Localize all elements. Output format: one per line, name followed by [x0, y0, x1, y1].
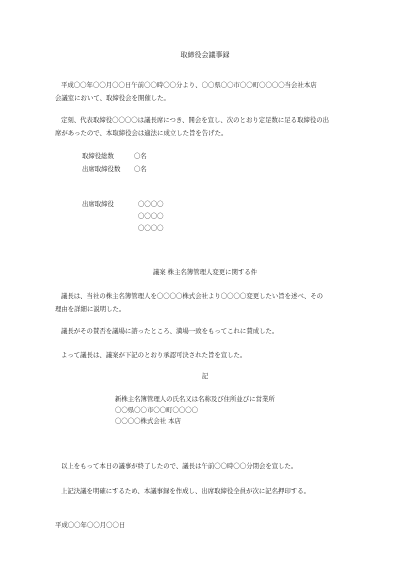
director-present-label: 出席取締役数	[82, 165, 121, 173]
agenda-line: 理由を詳細に説明した。	[55, 305, 126, 313]
director-total-label: 取締役総数	[82, 152, 114, 160]
agenda-paragraph	[55, 290, 355, 316]
attendees-label: 出席取締役	[82, 200, 114, 208]
detail-address: 〇〇県〇〇市〇〇町〇〇〇〇	[115, 406, 199, 414]
closing-text: 以上をもって本日の議事が終了したので、議長は午前〇〇時〇〇分閉会を宣した。	[61, 462, 298, 470]
detail-company: 〇〇〇〇株式会社 本店	[115, 417, 181, 425]
quorum-line: 定刻、代表取締役〇〇〇〇は議長席につき、開会を宣し、次のとおり定足数に足る取締役の出	[61, 116, 330, 124]
quorum-line: 席があったので、本取締役会は適法に成立した旨を告げた。	[55, 129, 228, 137]
document-title: 取締役会議事録	[180, 51, 230, 59]
attendee-name: 〇〇〇〇	[138, 200, 164, 208]
director-present-value: 〇名	[134, 165, 147, 173]
opening-line: 会議室において、取締役会を開催した。	[55, 94, 170, 102]
opening-line: 平成〇〇年〇〇月〇〇日午前〇〇時〇〇分より、〇〇県〇〇市〇〇町〇〇〇〇当会社本店	[61, 81, 317, 89]
certification-text: 上記決議を明確にするため、本議事録を作成し、出席取締役全員が次に記名押印する。	[61, 487, 310, 495]
director-present-row	[82, 165, 147, 174]
opening-paragraph	[55, 79, 355, 105]
deliberation-text: 議長がその賛否を議場に諮ったところ、満場一致をもってこれに賛成した。	[61, 327, 279, 335]
detail-heading: 新株主名簿管理人の氏名又は名称及び住所並びに営業所	[115, 395, 275, 403]
resolution-text: よって議長は、議案が下記のとおり承認可決された旨を宣した。	[61, 351, 247, 359]
attendee-name: 〇〇〇〇	[138, 224, 164, 232]
director-total-row	[82, 152, 147, 161]
ki-heading: 記	[201, 372, 209, 380]
document-date: 平成〇〇年〇〇月〇〇日	[55, 521, 126, 529]
quorum-paragraph	[55, 114, 355, 140]
director-total-value: 〇名	[134, 152, 147, 160]
agenda-title: 議案 株主名簿管理人変更に関する件	[152, 268, 258, 276]
agenda-line: 議長は、当社の株主名簿管理人を〇〇〇〇株式会社より〇〇〇〇変更したい旨を述べ、その	[61, 292, 324, 300]
attendee-name: 〇〇〇〇	[138, 212, 164, 220]
